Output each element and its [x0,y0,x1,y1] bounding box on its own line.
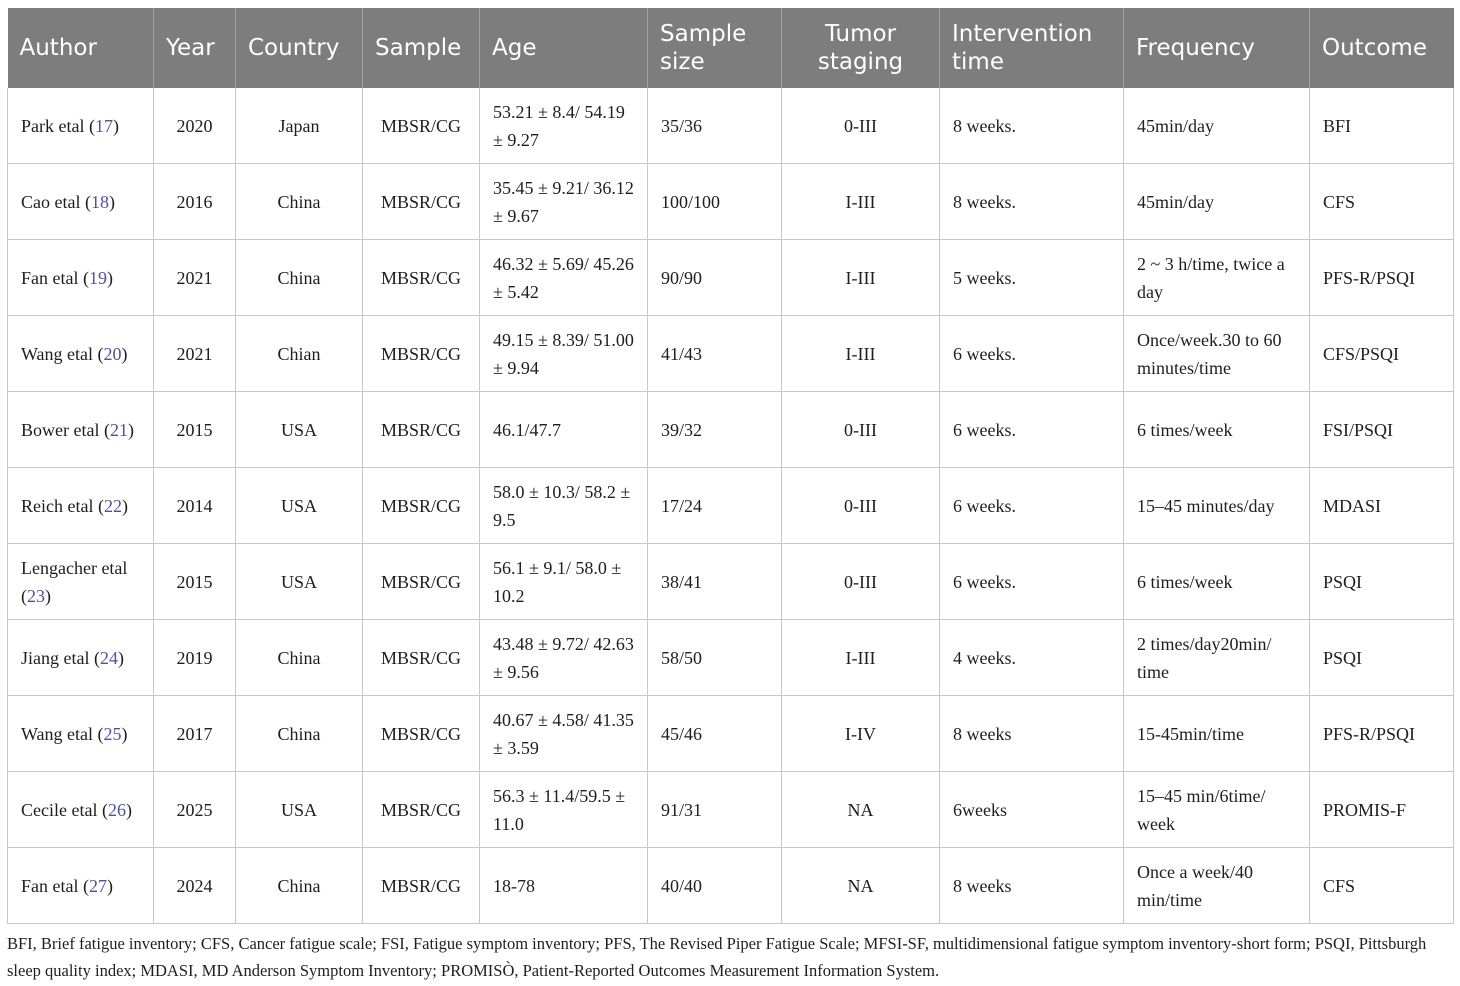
sample-size-cell: 38/41 [648,544,782,620]
age-cell: 58.0 ± 10.3/ 58.2 ± 9.5 [480,468,648,544]
age-cell: 46.32 ± 5.69/ 45.26 ± 5.42 [480,240,648,316]
study-characteristics-table [7,8,1454,924]
age-cell: 56.1 ± 9.1/ 58.0 ± 10.2 [480,544,648,620]
author-cell: Bower etal (21) [8,392,154,468]
reference-link[interactable]: 20 [103,343,122,364]
outcome-cell: PSQI [1310,620,1454,696]
sample-size-cell: 17/24 [648,468,782,544]
sample-cell: MBSR/CG [363,88,480,164]
outcome-cell: BFI [1310,88,1454,164]
sample-size-cell: 35/36 [648,88,782,164]
frequency-cell: Once a week/40 min/time [1124,848,1310,924]
sample-cell: MBSR/CG [363,772,480,848]
header-sample-size: Sample size [648,8,782,88]
tumor-staging-cell: NA [782,848,940,924]
frequency-cell: 15–45 minutes/day [1124,468,1310,544]
study-table-container [7,8,1453,924]
header-year: Year [154,8,236,88]
age-cell: 53.21 ± 8.4/ 54.19 ± 9.27 [480,88,648,164]
age-cell: 56.3 ± 11.4/59.5 ± 11.0 [480,772,648,848]
intervention-time-cell: 6 weeks. [940,316,1124,392]
outcome-cell: CFS/PSQI [1310,316,1454,392]
country-cell: Japan [236,88,363,164]
sample-size-cell: 90/90 [648,240,782,316]
country-cell: USA [236,772,363,848]
author-cell: Jiang etal (24) [8,620,154,696]
sample-cell: MBSR/CG [363,392,480,468]
outcome-cell: CFS [1310,164,1454,240]
author-name: Wang etal [21,723,94,744]
age-cell: 18-78 [480,848,648,924]
reference-link[interactable]: 19 [88,267,107,288]
table-row [8,88,1454,164]
author-cell: Wang etal (20) [8,316,154,392]
reference-link[interactable]: 24 [99,647,118,668]
author-name: Bower etal [21,419,100,440]
year-cell: 2015 [154,544,236,620]
sample-size-cell: 100/100 [648,164,782,240]
author-name: Jiang etal [21,647,90,668]
table-row [8,620,1454,696]
sample-cell: MBSR/CG [363,468,480,544]
outcome-cell: PFS-R/PSQI [1310,240,1454,316]
header-tumor-staging: Tumor staging [782,8,940,88]
frequency-cell: 2 ~ 3 h/time, twice a day [1124,240,1310,316]
tumor-staging-cell: NA [782,772,940,848]
country-cell: China [236,164,363,240]
year-cell: 2016 [154,164,236,240]
tumor-staging-cell: I-III [782,240,940,316]
intervention-time-cell: 6 weeks. [940,392,1124,468]
age-cell: 40.67 ± 4.58/ 41.35 ± 3.59 [480,696,648,772]
author-cell: Reich etal (22) [8,468,154,544]
sample-size-cell: 91/31 [648,772,782,848]
year-cell: 2015 [154,392,236,468]
outcome-cell: CFS [1310,848,1454,924]
intervention-time-cell: 8 weeks. [940,88,1124,164]
author-cell: Cecile etal (26) [8,772,154,848]
reference-link[interactable]: 21 [109,419,128,440]
reference-link[interactable]: 26 [107,799,126,820]
author-cell: Wang etal (25) [8,696,154,772]
author-name: Wang etal [21,343,94,364]
author-name: Lengacher etal [21,557,128,578]
header-age: Age [480,8,648,88]
sample-size-cell: 58/50 [648,620,782,696]
country-cell: USA [236,468,363,544]
reference-link[interactable]: 22 [103,495,122,516]
sample-size-cell: 41/43 [648,316,782,392]
tumor-staging-cell: 0-III [782,88,940,164]
reference-link[interactable]: 25 [103,723,122,744]
country-cell: China [236,696,363,772]
outcome-cell: PSQI [1310,544,1454,620]
table-row [8,772,1454,848]
intervention-time-cell: 5 weeks. [940,240,1124,316]
tumor-staging-cell: 0-III [782,468,940,544]
age-cell: 49.15 ± 8.39/ 51.00 ± 9.94 [480,316,648,392]
frequency-cell: 45min/day [1124,88,1310,164]
country-cell: USA [236,544,363,620]
author-cell: Park etal (17) [8,88,154,164]
table-body [8,88,1454,924]
year-cell: 2021 [154,240,236,316]
year-cell: 2014 [154,468,236,544]
sample-size-cell: 39/32 [648,392,782,468]
author-name: Cao etal [21,191,81,212]
sample-size-cell: 45/46 [648,696,782,772]
country-cell: China [236,620,363,696]
country-cell: China [236,848,363,924]
intervention-time-cell: 6weeks [940,772,1124,848]
intervention-time-cell: 8 weeks [940,848,1124,924]
table-row [8,544,1454,620]
intervention-time-cell: 4 weeks. [940,620,1124,696]
header-intervention-time: Intervention time [940,8,1124,88]
reference-link[interactable]: 27 [88,875,107,896]
author-cell: Fan etal (27) [8,848,154,924]
tumor-staging-cell: 0-III [782,392,940,468]
author-cell: Lengacher etal (23) [8,544,154,620]
author-name: Cecile etal [21,799,98,820]
intervention-time-cell: 8 weeks [940,696,1124,772]
frequency-cell: 15–45 min/6time/ week [1124,772,1310,848]
author-name: Reich etal [21,495,94,516]
intervention-time-cell: 6 weeks. [940,468,1124,544]
frequency-cell: Once/week.30 to 60 minutes/time [1124,316,1310,392]
tumor-staging-cell: I-III [782,164,940,240]
country-cell: Chian [236,316,363,392]
sample-cell: MBSR/CG [363,316,480,392]
sample-cell: MBSR/CG [363,544,480,620]
intervention-time-cell: 6 weeks. [940,544,1124,620]
header-outcome: Outcome [1310,8,1454,88]
frequency-cell: 45min/day [1124,164,1310,240]
year-cell: 2024 [154,848,236,924]
year-cell: 2019 [154,620,236,696]
author-cell: Cao etal (18) [8,164,154,240]
reference-link[interactable]: 23 [27,585,45,606]
outcome-cell: FSI/PSQI [1310,392,1454,468]
header-sample: Sample [363,8,480,88]
frequency-cell: 6 times/week [1124,544,1310,620]
sample-cell: MBSR/CG [363,240,480,316]
author-cell: Fan etal (19) [8,240,154,316]
intervention-time-cell: 8 weeks. [940,164,1124,240]
table-row [8,392,1454,468]
outcome-cell: PFS-R/PSQI [1310,696,1454,772]
year-cell: 2021 [154,316,236,392]
tumor-staging-cell: 0-III [782,544,940,620]
outcome-cell: MDASI [1310,468,1454,544]
year-cell: 2020 [154,88,236,164]
age-cell: 43.48 ± 9.72/ 42.63 ± 9.56 [480,620,648,696]
header-country: Country [236,8,363,88]
author-name: Fan etal [21,267,79,288]
sample-size-cell: 40/40 [648,848,782,924]
age-cell: 35.45 ± 9.21/ 36.12 ± 9.67 [480,164,648,240]
sample-cell: MBSR/CG [363,848,480,924]
sample-cell: MBSR/CG [363,620,480,696]
outcome-cell: PROMIS-F [1310,772,1454,848]
country-cell: USA [236,392,363,468]
tumor-staging-cell: I-III [782,620,940,696]
frequency-cell: 2 times/day20min/ time [1124,620,1310,696]
table-row [8,848,1454,924]
author-name: Fan etal [21,875,79,896]
year-cell: 2017 [154,696,236,772]
table-row [8,468,1454,544]
header-row [8,8,1454,88]
table-footnote: BFI, Brief fatigue inventory; CFS, Cancer fatigue scale; FSI, Fatigue symptom inventory; PFS, The Revised Piper Fatigue Scale; MFSI-SF, multidimensional fatigue symptom inventory-short form; PSQI, Pittsburgh sleep quality index; MDASI, MD Anderson Symptom Inventory; PROMISÒ, Patient-Reported Outcomes Measurement Information System. [7,934,1427,980]
header-frequency: Frequency [1124,8,1310,88]
tumor-staging-cell: I-IV [782,696,940,772]
author-name: Park etal [21,115,85,136]
reference-link[interactable]: 18 [90,191,109,212]
tumor-staging-cell: I-III [782,316,940,392]
sample-cell: MBSR/CG [363,164,480,240]
table-row [8,696,1454,772]
age-cell: 46.1/47.7 [480,392,648,468]
reference-link[interactable]: 17 [94,115,113,136]
table-row [8,316,1454,392]
frequency-cell: 6 times/week [1124,392,1310,468]
sample-cell: MBSR/CG [363,696,480,772]
frequency-cell: 15-45min/time [1124,696,1310,772]
country-cell: China [236,240,363,316]
table-row [8,240,1454,316]
year-cell: 2025 [154,772,236,848]
header-author: Author [8,8,154,88]
table-row [8,164,1454,240]
